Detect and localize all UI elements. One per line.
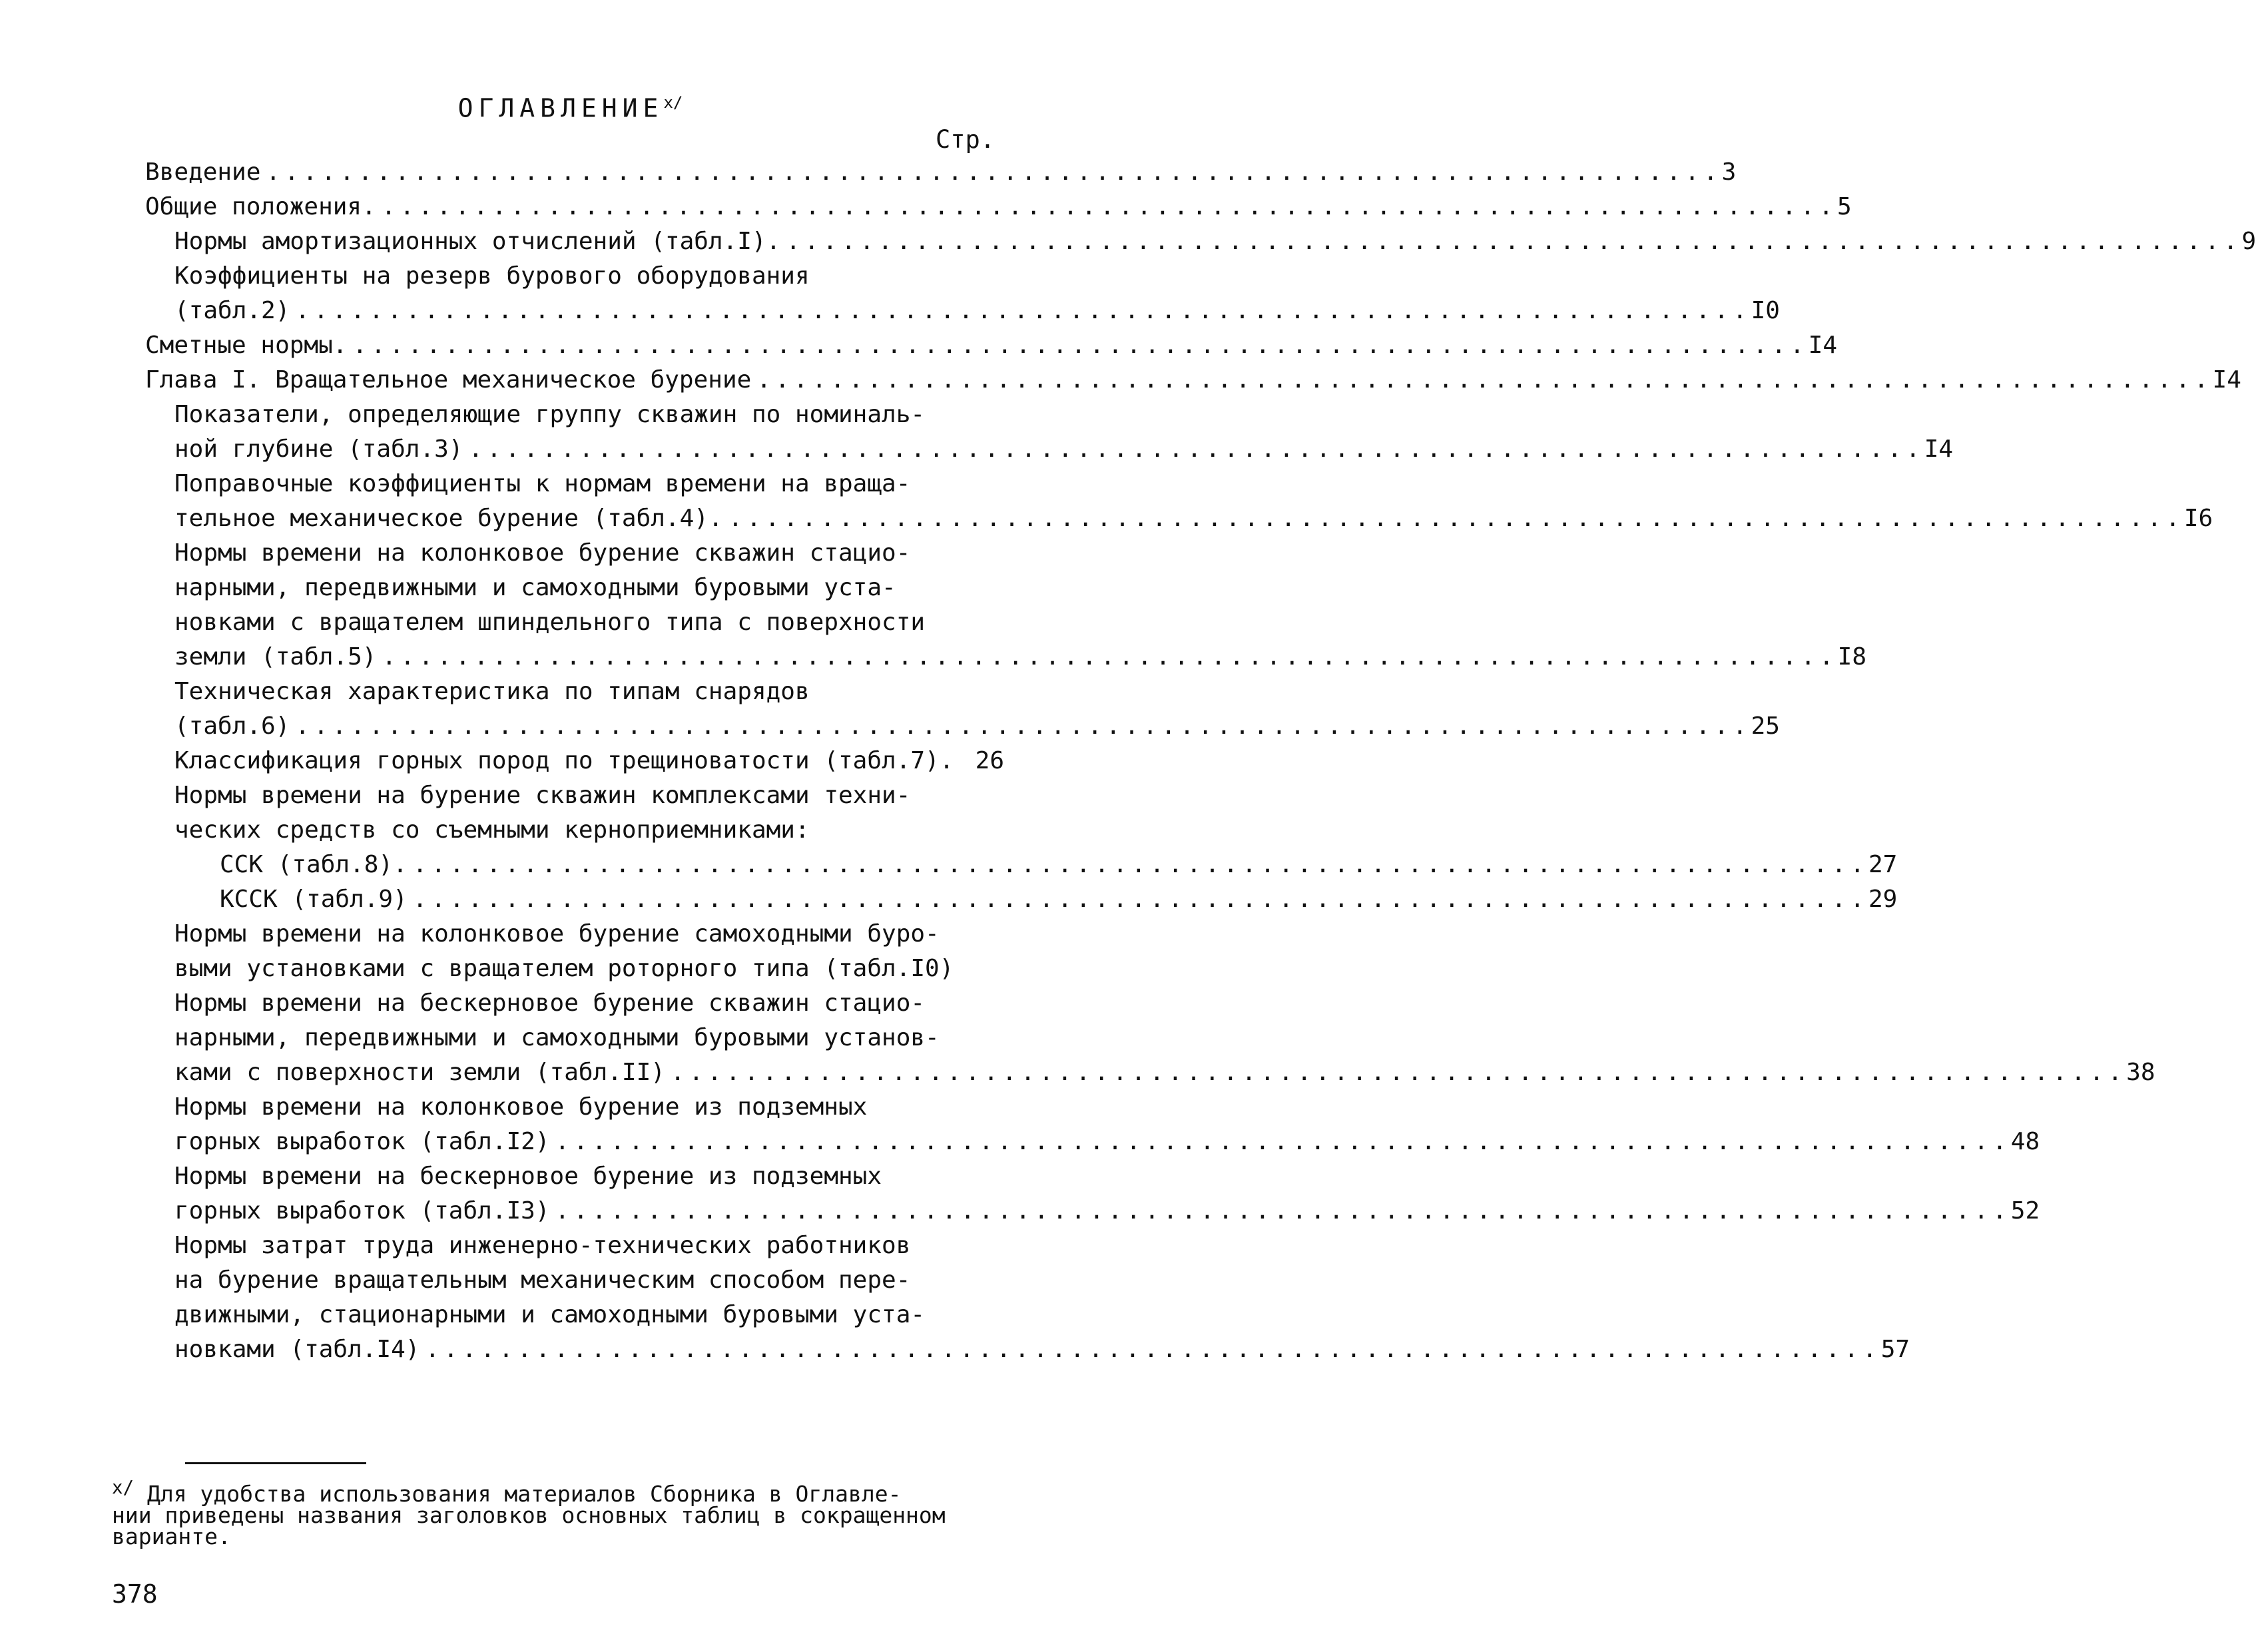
toc-entry-line <box>174 224 2256 259</box>
footnote-mark: x/ <box>112 1477 135 1498</box>
toc-entry-text: земли (табл.5) <box>174 643 377 671</box>
toc-page-number: 29 <box>1868 886 1898 913</box>
toc-page-number: I8 <box>1837 643 1867 671</box>
toc-page-number: 48 <box>2010 1128 2040 1155</box>
dot-leader: ............................................................................... <box>412 851 1868 878</box>
toc-entry-text: ной глубине (табл.3) <box>174 435 463 463</box>
dot-leader: ............................................................................... <box>266 158 1722 186</box>
toc-entry-line: Нормы времени на колонковое бурение скважин стацио- <box>174 539 911 567</box>
toc-entry-text: Глава I. Вращательное механическое бурение <box>145 366 752 394</box>
toc-entry-line <box>174 640 1867 675</box>
toc-entry-line: новками с вращателем шпиндельного типа с поверхности <box>174 609 926 636</box>
toc-entry <box>174 917 1004 986</box>
toc-entry-line <box>174 1194 2040 1229</box>
toc-entry-text: новками (табл.I4) <box>174 1336 420 1363</box>
toc-entry-line: ческих средств со съемными керноприемниками: <box>174 816 810 844</box>
dot-leader: ............................................................................... <box>670 1059 2127 1086</box>
toc-entry-line: нарными, передвижными и самоходными буровыми уста- <box>174 574 896 601</box>
toc-entry <box>174 536 1867 675</box>
toc-entry-text: горных выработок (табл.I2) <box>174 1128 550 1155</box>
toc-entry <box>145 363 2241 398</box>
toc-entry-line: выми установками с вращателем роторного типа (табл.I0) <box>174 955 954 982</box>
toc-entry-line <box>145 155 1737 190</box>
toc-entry-line: Техническая характеристика по типам снарядов <box>174 678 810 705</box>
toc-entry-line: Показатели, определяющие группу скважин по номиналь- <box>174 401 926 428</box>
dot-leader: ............................................................................... <box>295 297 1751 324</box>
toc-entry-line <box>174 709 1780 744</box>
toc-entry-line <box>220 848 1898 882</box>
toc-page-number: 26 <box>975 747 1004 774</box>
toc-entry-text: Классификация горных пород по трещиноватости (табл.7). <box>174 747 954 774</box>
toc-entry <box>145 328 1838 363</box>
toc-entry-text: Сметные нормы. <box>145 332 348 359</box>
dot-leader: ............................................................................... <box>382 643 1838 671</box>
toc-title-text: ОГЛАВЛЕНИЕ <box>457 93 664 123</box>
toc-entry-line: Нормы времени на бескерновое бурение из подземных <box>174 1163 882 1190</box>
toc-entry <box>145 190 1852 224</box>
toc-entry-line <box>174 432 1954 467</box>
toc-entry-line: Нормы времени на бурение скважин комплексами техни- <box>174 782 911 809</box>
footnote <box>112 1477 1044 1547</box>
footnote-line: варианте. <box>112 1523 231 1549</box>
toc-entry <box>174 778 1004 848</box>
toc-entry-line <box>145 190 1852 224</box>
toc-page-number: 27 <box>1868 851 1898 878</box>
toc-entry <box>174 986 2155 1090</box>
toc-page-number: I6 <box>2183 505 2213 532</box>
toc-entry-text: Введение <box>145 158 261 186</box>
dot-leader: ............................................................................... <box>786 228 2242 255</box>
toc-entry-text: Общие положения. <box>145 193 376 220</box>
toc-entry <box>145 155 1737 190</box>
toc-page-number: 9 <box>2241 228 2256 255</box>
toc-entry-text: (табл.2) <box>174 297 290 324</box>
toc-entry-text: тельное механическое бурение (табл.4). <box>174 505 723 532</box>
toc-entry-text: ССК (табл.8). <box>220 851 408 878</box>
toc-entry <box>174 259 1780 328</box>
dot-leader: ............................................................................... <box>468 435 1924 463</box>
toc-entry <box>174 675 1780 744</box>
toc-page-number: 3 <box>1721 158 1737 186</box>
toc-entry <box>174 1159 2040 1229</box>
footnote-line: нии приведены названия заголовков основных таблиц в сокращенном <box>112 1502 946 1528</box>
dot-leader: ............................................................................... <box>756 366 2213 394</box>
footnote-divider <box>185 1462 366 1464</box>
toc-entry <box>174 1229 1910 1367</box>
toc-entry <box>174 398 1954 467</box>
toc-page-number: I4 <box>1924 435 1954 463</box>
toc-entry-line: на бурение вращательным механическим способом пере- <box>174 1266 911 1294</box>
toc-entry-line <box>145 328 1838 363</box>
toc-entry-text: ками с поверхности земли (табл.II) <box>174 1059 665 1086</box>
toc-page-number: I0 <box>1751 297 1780 324</box>
dot-leader: ............................................................................... <box>295 712 1751 740</box>
toc-entry-line: Нормы времени на колонковое бурение самоходными буро- <box>174 920 940 948</box>
toc-entry <box>174 224 2256 259</box>
page-number: 378 <box>112 1579 158 1609</box>
dot-leader: ............................................................................... <box>555 1128 2011 1155</box>
toc-entry <box>220 882 1898 917</box>
dot-leader: ............................................................................... <box>412 886 1868 913</box>
toc-entry-line <box>174 294 1780 328</box>
dot-leader: ............................................................................... <box>352 332 1809 359</box>
toc-entry-text: Нормы амортизационных отчислений (табл.I). <box>174 228 781 255</box>
toc-page-number: 52 <box>2010 1197 2040 1225</box>
toc-page-number: 5 <box>1837 193 1852 220</box>
footnote-line: $^{x/}$ Для удобства использования материалов Сборника в Оглавле- <box>112 1477 902 1507</box>
dot-leader: ............................................................................... <box>425 1336 1881 1363</box>
toc-entry <box>220 848 1898 882</box>
toc-entry-line: Нормы времени на бескерновое бурение скважин стацио- <box>174 989 926 1017</box>
toc-page-number: 38 <box>2126 1059 2155 1086</box>
dot-leader: ............................................................................... <box>728 505 2184 532</box>
toc-entry <box>174 1090 2040 1159</box>
toc-entry-line: Нормы времени на колонковое бурение из подземных <box>174 1093 868 1121</box>
toc-entry-text: КССК (табл.9) <box>220 886 408 913</box>
toc-entry-line: Коэффициенты на резерв бурового оборудования <box>174 262 810 290</box>
toc-entry <box>174 744 1004 778</box>
toc-page-number: 25 <box>1751 712 1780 740</box>
toc-entry-line: Нормы затрат труда инженерно-технических работников <box>174 1232 911 1259</box>
toc-entry-line <box>174 1055 2155 1090</box>
toc-entry-line <box>220 882 1898 917</box>
toc-entry-line <box>174 1332 1910 1367</box>
dot-leader: ............................................................................... <box>381 193 1838 220</box>
toc-entry-line: движными, стационарными и самоходными буровыми уста- <box>174 1301 926 1328</box>
toc-entry-text: (табл.6) <box>174 712 290 740</box>
toc-page-number: I4 <box>1808 332 1838 359</box>
toc-entry-line <box>174 744 1004 778</box>
toc-entry-line <box>174 501 2213 536</box>
dot-leader: ............................................................................... <box>555 1197 2011 1225</box>
toc-entry-text: горных выработок (табл.I3) <box>174 1197 550 1225</box>
page-column-label: Стр. <box>936 125 995 154</box>
toc-entry-line <box>174 1125 2040 1159</box>
toc-entry <box>174 467 2213 536</box>
toc-entry-line: нарными, передвижными и самоходными буровыми установ- <box>174 1024 940 1051</box>
toc-entry-line <box>145 363 2241 398</box>
footnote-mark: x/ <box>663 93 683 112</box>
toc-page-number: 57 <box>1880 1336 1910 1363</box>
toc-page-number: I4 <box>2212 366 2241 394</box>
toc-entry-line: Поправочные коэффициенты к нормам времени на враща- <box>174 470 911 497</box>
